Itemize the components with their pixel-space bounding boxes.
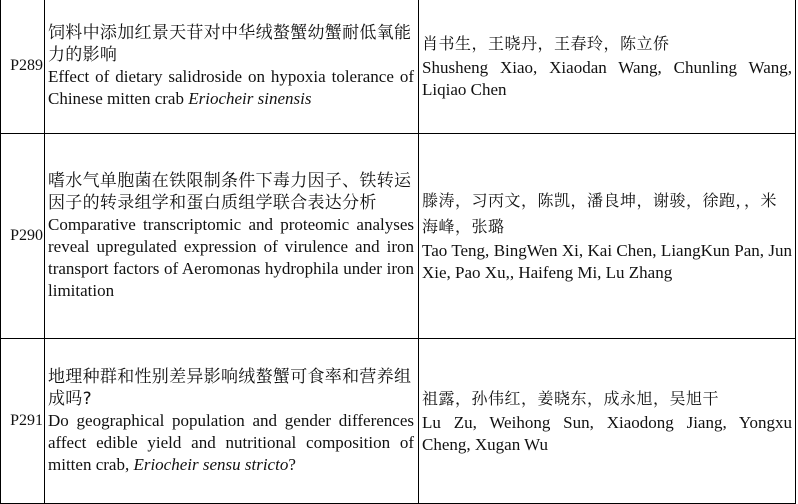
title-zh: 嗜水气单胞菌在铁限制条件下毒力因子、铁转运因子的转录组学和蛋白质组学联合表达分析	[48, 171, 412, 213]
authors-zh: 肖书生，王晓丹，王春玲，陈立侨	[422, 34, 670, 53]
authors-en: Tao Teng, BingWen Xi, Kai Chen, LiangKun Pan, Jun Xie, Pao Xu,, Haifeng Mi, Lu Zhang	[422, 241, 792, 282]
poster-code: P289	[1, 0, 45, 134]
poster-code: P290	[1, 134, 45, 339]
table-row	[1, 134, 796, 339]
table-row	[1, 0, 796, 134]
title-en-text: Effect of dietary salidroside on hypoxia tolerance of Chinese mitten crab	[48, 67, 414, 108]
title-zh: 饲料中添加红景天苷对中华绒螯蟹幼蟹耐低氧能力的影响	[48, 23, 412, 65]
title-en-tail: ?	[288, 455, 296, 474]
authors-zh: 祖露，孙伟红，姜晓东，成永旭，吴旭干	[422, 389, 720, 408]
title-zh: 地理种群和性别差异影响绒螯蟹可食率和营养组成吗?	[48, 367, 412, 409]
title-en	[48, 410, 414, 476]
title-en-text: Comparative transcriptomic and proteomic analyses reveal upregulated expression of virulence and iron transport factors of Aeromonas hydrophila under iron limitation	[48, 215, 414, 300]
authors-cell	[419, 0, 796, 134]
poster-code: P291	[1, 339, 45, 504]
title-cell	[45, 0, 419, 134]
title-en	[48, 66, 414, 110]
authors-en: Lu Zu, Weihong Sun, Xiaodong Jiang, Yongxu Cheng, Xugan Wu	[422, 413, 792, 454]
title-cell	[45, 134, 419, 339]
authors-zh: 滕涛，习丙文，陈凯，潘良坤，谢骏，徐跑，，米海峰，张璐	[422, 191, 778, 236]
table-row	[1, 339, 796, 504]
authors-cell	[419, 134, 796, 339]
species-name: Eriocheir sinensis	[188, 89, 312, 108]
authors-cell	[419, 339, 796, 504]
title-en-text: Do geographical population and gender differences affect edible yield and nutritional composition of mitten crab,	[48, 411, 414, 474]
title-en	[48, 214, 414, 302]
authors-en: Shusheng Xiao, Xiaodan Wang, Chunling Wang, Liqiao Chen	[422, 58, 792, 99]
species-name: Eriocheir sensu stricto	[133, 455, 289, 474]
title-cell	[45, 339, 419, 504]
